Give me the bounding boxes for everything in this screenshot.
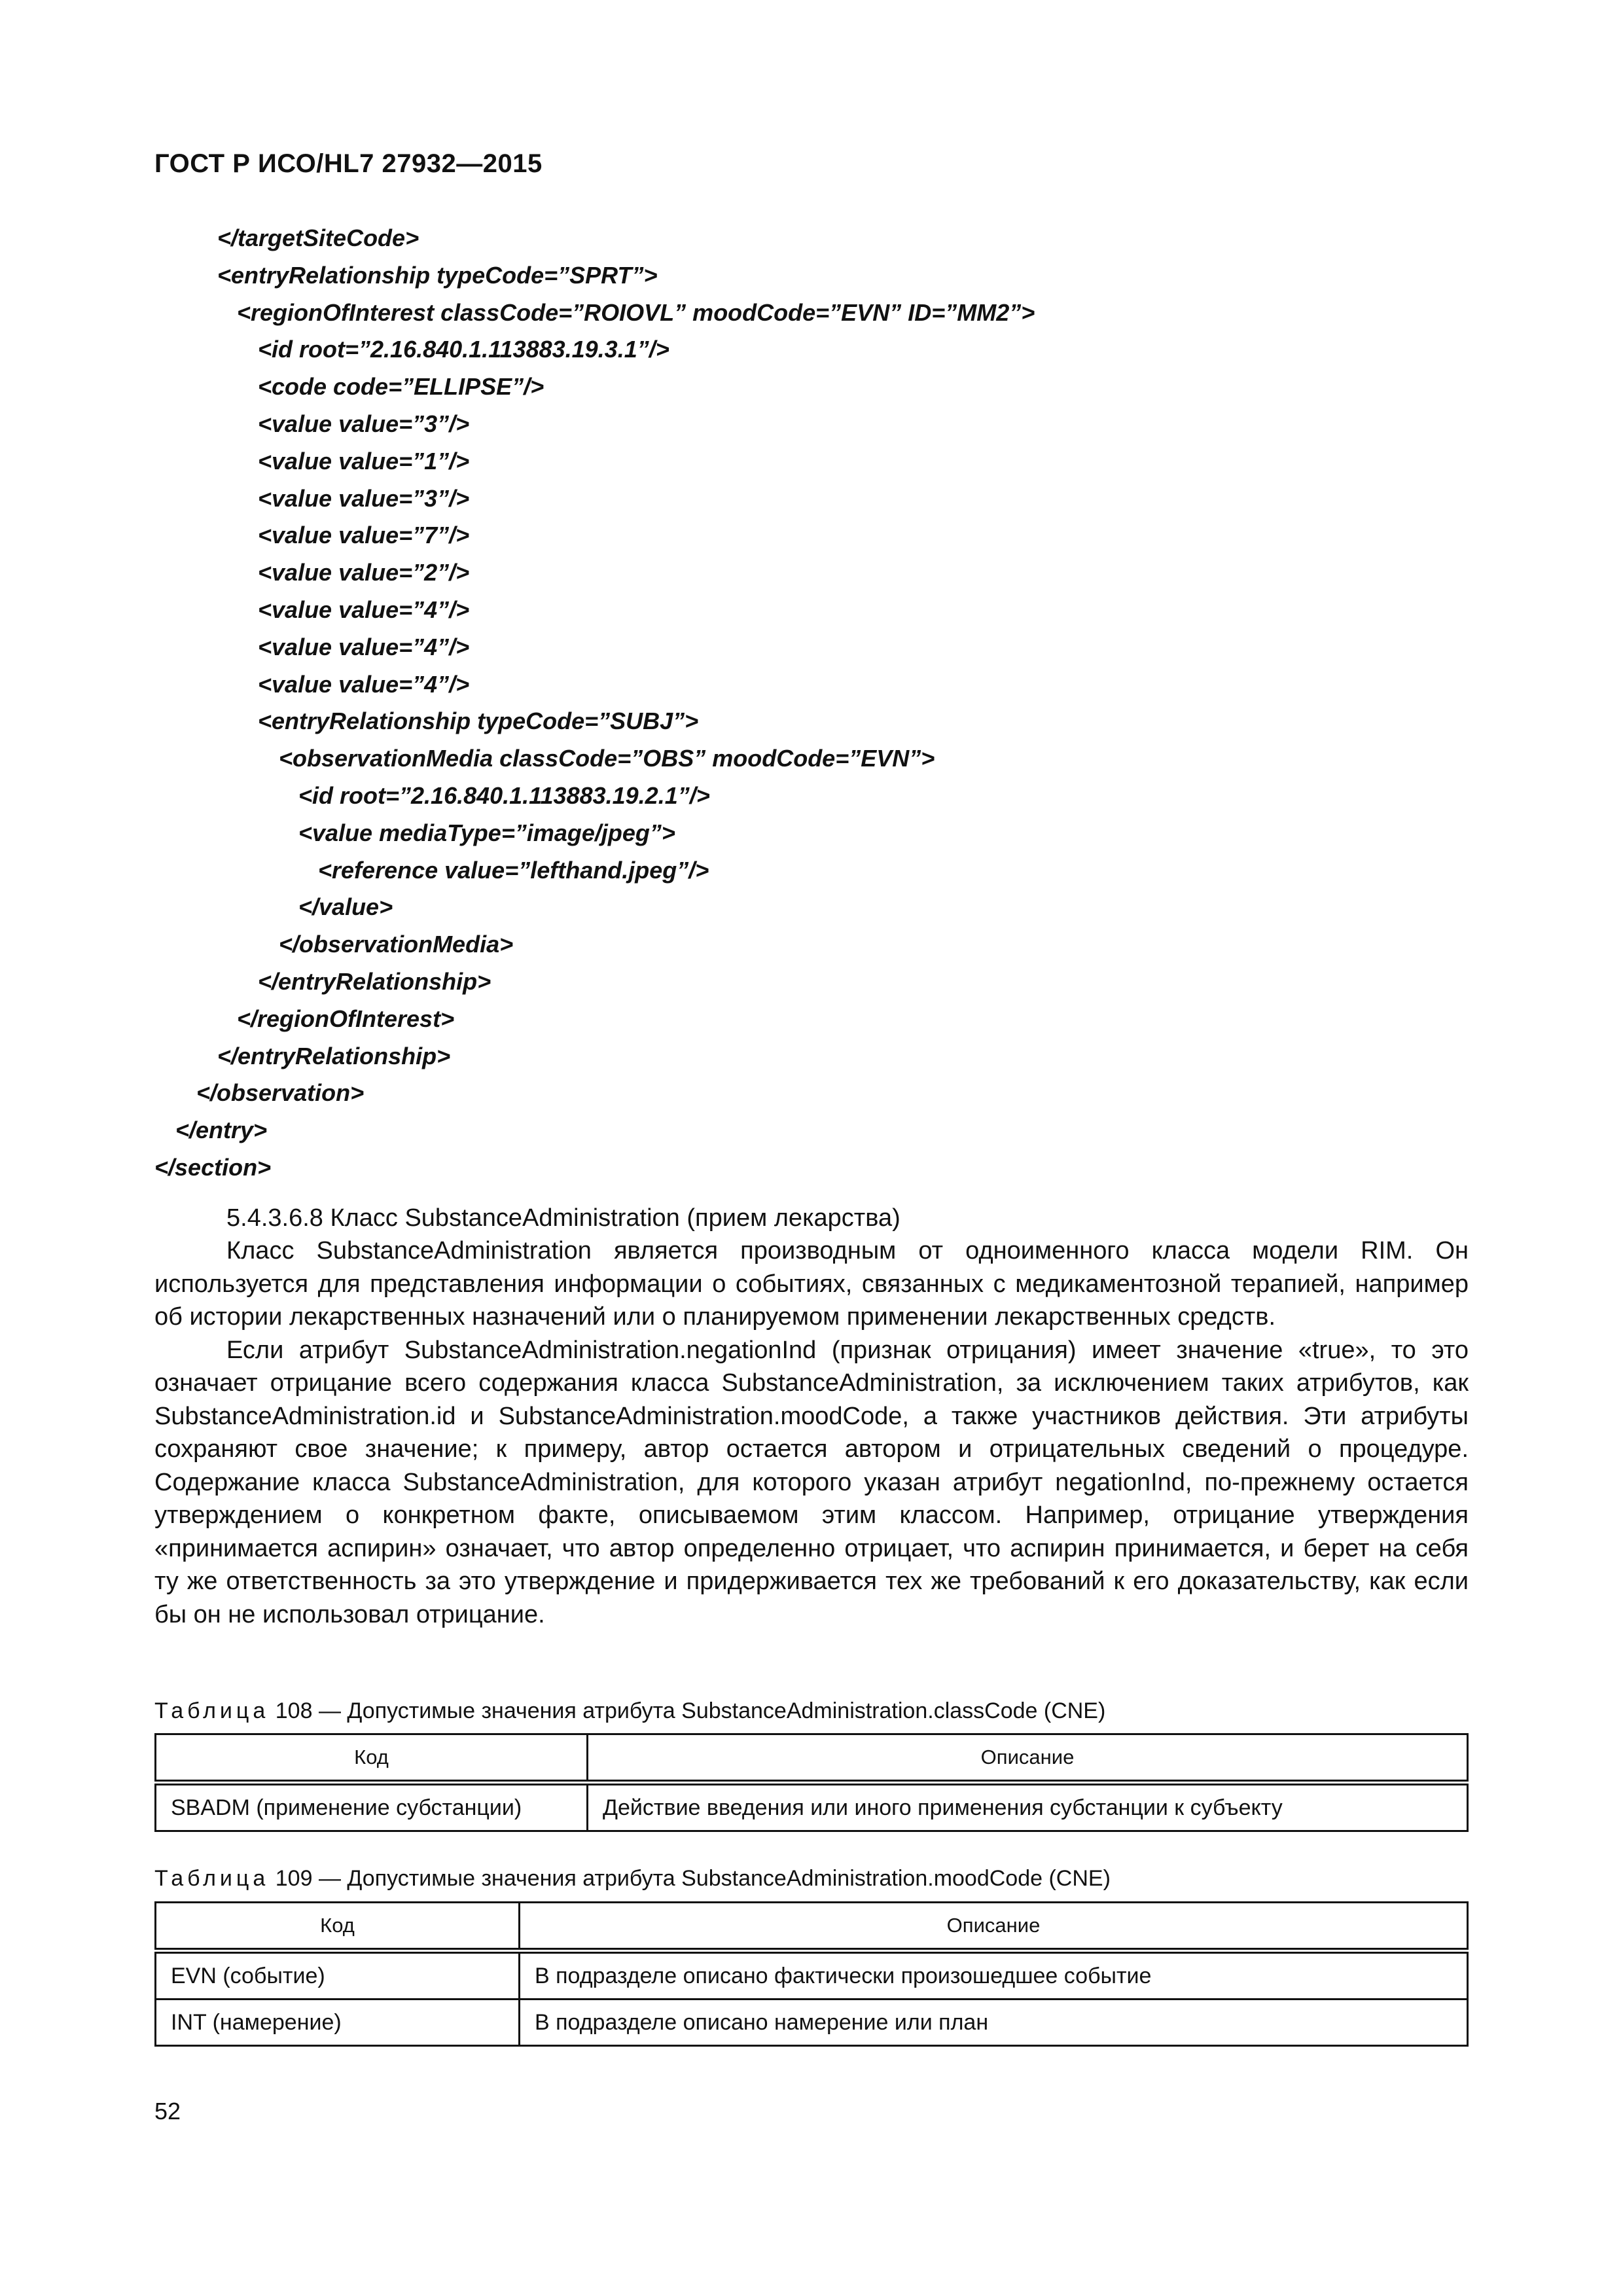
table-cell: INT (намерение) — [156, 2000, 520, 2046]
code-line: <code code=”ELLIPSE”/> — [258, 373, 544, 401]
table-cell: В подразделе описано намерение или план — [520, 2000, 1468, 2046]
table-caption-text: 108 — Допустимые значения атрибута SubstanceAdministration.classCode (CNE) — [275, 1698, 1106, 1723]
table-caption-text: 109 — Допустимые значения атрибута SubstanceAdministration.moodCode (CNE) — [275, 1866, 1111, 1891]
table-header-row — [156, 1903, 1468, 1951]
code-line: </value> — [298, 893, 393, 921]
code-line: <reference value=”lefthand.jpeg”/> — [318, 856, 709, 884]
code-line: </entry> — [175, 1117, 268, 1144]
code-line: <value value=”4”/> — [258, 596, 470, 623]
code-line: </observationMedia> — [279, 931, 514, 958]
table-label: Таблица — [154, 1698, 270, 1723]
code-line: </targetSiteCode> — [217, 224, 419, 251]
table-cell: EVN (событие) — [156, 1951, 520, 2000]
code-line: <value value=”1”/> — [258, 447, 470, 475]
table-108-caption — [154, 1696, 1105, 1725]
paragraph: Класс SubstanceAdministration является производным от одноименного класса модели RIM. Он используется для представления информации о событиях, связанных с медикаментозной терапией, например об истории лекарственных назначений или о планируемом применении лекарственных средств. — [154, 1237, 1469, 1331]
table-label: Таблица — [154, 1866, 270, 1891]
column-header: Описание — [520, 1903, 1468, 1951]
table-row — [156, 1951, 1468, 2000]
column-header: Описание — [588, 1734, 1468, 1783]
table-109-caption — [154, 1864, 1111, 1893]
table-cell: Действие введения или иного применения субстанции к субъекту — [588, 1783, 1468, 1831]
code-line: <observationMedia classCode=”OBS” moodCode=”EVN”> — [279, 745, 935, 772]
code-line: </regionOfInterest> — [237, 1005, 455, 1032]
table-row — [156, 1783, 1468, 1831]
code-line: <value value=”2”/> — [258, 559, 470, 586]
section-body — [154, 1234, 1469, 1631]
code-line: <value value=”3”/> — [258, 410, 470, 437]
table-cell: В подразделе описано фактически произошедшее событие — [520, 1951, 1468, 2000]
paragraph: Если атрибут SubstanceAdministration.negationInd (признак отрицания) имеет значение «true», то это означает отрицание всего содержания класса SubstanceAdministration, за исключением таких атрибутов, как SubstanceAdministration.id и SubstanceAdministration.moodCode, а также участников действия. Эти атрибуты сохраняют свое значение; к примеру, автор остается автором и отрицательных сведений о процедуре. Содержание класса SubstanceAdministration, для которого указан атрибут negationInd, по-прежнему остается утверждением о конкретном факте, описываемом этим классом. Например, отрицание утверждения «принимается аспирин» означает, что автор определенно отрицает, что аспирин принимается, и берет на себя ту же ответственность за это утверждение и придерживается тех же требований к его доказательству, как если бы он не использовал отрицание. — [154, 1336, 1469, 1628]
code-line: <id root=”2.16.840.1.113883.19.3.1”/> — [258, 336, 669, 363]
code-line: <value value=”3”/> — [258, 484, 470, 512]
table-cell: SBADM (применение субстанции) — [156, 1783, 588, 1831]
code-line: <entryRelationship typeCode=”SPRT”> — [217, 261, 658, 289]
code-line: <value value=”4”/> — [258, 633, 470, 660]
code-line: <regionOfInterest classCode=”ROIOVL” moodCode=”EVN” ID=”MM2”> — [237, 298, 1035, 326]
code-line: </observation> — [196, 1079, 365, 1107]
xml-code-block — [154, 220, 1035, 1187]
code-line: </entryRelationship> — [258, 967, 491, 995]
code-line: </entryRelationship> — [217, 1042, 451, 1069]
document-header: ГОСТ Р ИСО/HL7 27932—2015 — [154, 149, 543, 178]
code-line: </section> — [154, 1153, 272, 1181]
table-109 — [154, 1901, 1469, 2047]
section-heading: 5.4.3.6.8 Класс SubstanceAdministration (прием лекарства) — [226, 1204, 901, 1232]
page-number: 52 — [154, 2098, 181, 2125]
code-line: <id root=”2.16.840.1.113883.19.2.1”/> — [298, 781, 710, 809]
code-line: <value value=”7”/> — [258, 522, 470, 549]
code-line: <value mediaType=”image/jpeg”> — [298, 819, 675, 846]
column-header: Код — [156, 1734, 588, 1783]
table-108 — [154, 1733, 1469, 1832]
table-header-row — [156, 1734, 1468, 1783]
table-row — [156, 2000, 1468, 2046]
code-line: <value value=”4”/> — [258, 670, 470, 698]
code-line: <entryRelationship typeCode=”SUBJ”> — [258, 708, 699, 735]
column-header: Код — [156, 1903, 520, 1951]
